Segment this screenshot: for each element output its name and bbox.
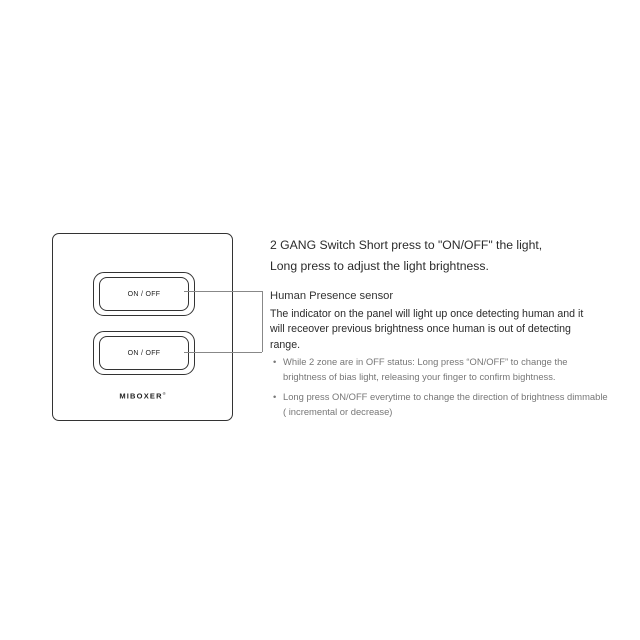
leader-line-vertical <box>262 291 263 352</box>
bottom-button-label: ON / OFF <box>127 349 161 357</box>
top-button-outline <box>93 272 195 316</box>
bottom-on-off-button <box>99 336 189 370</box>
bottom-button-outline <box>93 331 195 375</box>
switch-panel-illustration <box>52 233 233 421</box>
top-on-off-button <box>99 277 189 311</box>
bullet-icon: • <box>273 391 277 402</box>
note-item <box>273 390 613 419</box>
note-text: While 2 zone are in OFF status: Long press “ON/OFF” to change the brightness of bias light, releasing your finger to confirm bightness. <box>283 356 568 382</box>
registered-mark: ® <box>162 391 166 396</box>
note-item <box>273 355 613 384</box>
top-button-label: ON / OFF <box>127 290 161 298</box>
brand-name: MIBOXER <box>119 391 163 401</box>
brand-logo <box>53 391 232 401</box>
note-text: Long press ON/OFF everytime to change the direction of brightness dimmable ( incremental or decrease) <box>283 391 608 417</box>
sensor-description: The indicator on the panel will light up once detecting human and it will receover previous brightness once human is out of detecting range. <box>270 308 584 351</box>
description-line-1: 2 GANG Switch Short press to "ON/OFF" the light, <box>270 238 543 252</box>
leader-line-bottom <box>184 352 262 353</box>
leader-line-top <box>184 291 262 292</box>
sensor-heading: Human Presence sensor <box>270 290 394 302</box>
bullet-icon: • <box>273 356 277 367</box>
description-line-2: Long press to adjust the light brightness. <box>270 259 489 273</box>
